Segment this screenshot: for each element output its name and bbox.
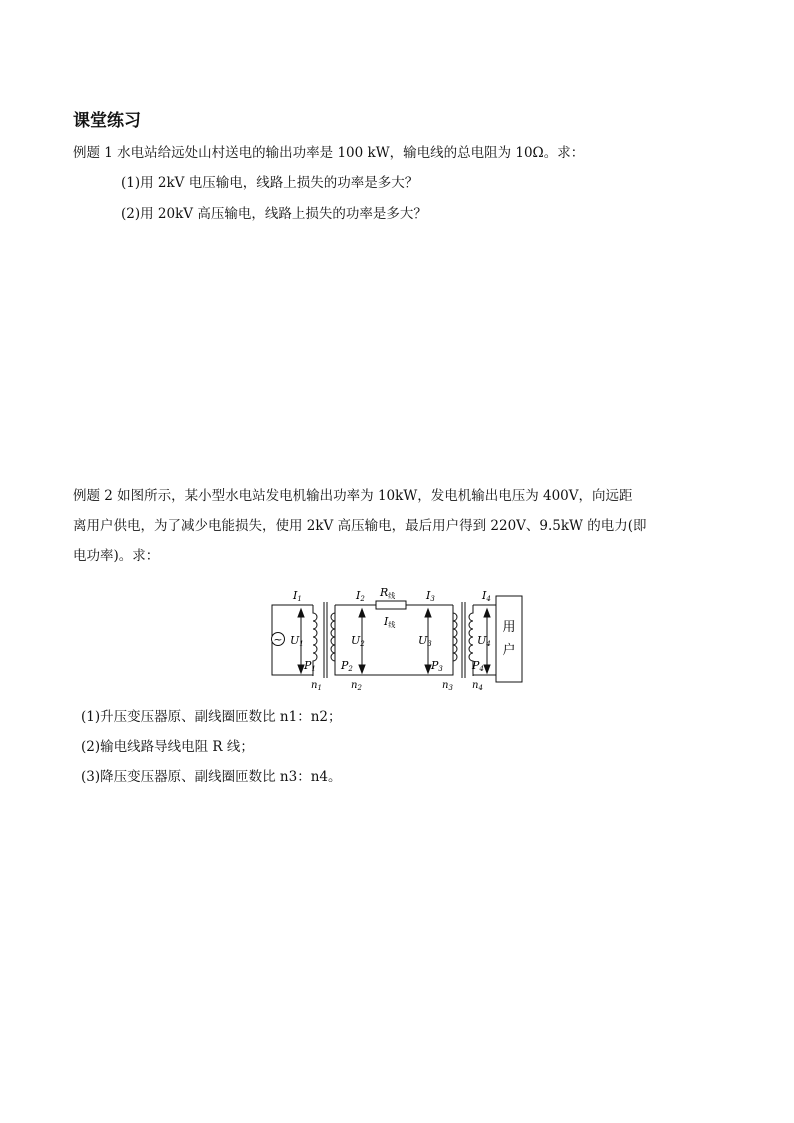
example2-stem-line-1: 例题 2 如图所示，某小型水电站发电机输出功率为 10kW，发电机输出电压为 400V，向远距 (73, 488, 633, 504)
power-label-2: P2 (341, 659, 353, 673)
generator-symbol: ~ (273, 633, 283, 646)
voltage-label-2: U2 (351, 634, 365, 648)
current-label-4: I4 (482, 589, 491, 603)
section-heading: 课堂练习 (73, 111, 141, 131)
example2-question-2: (2)输电线路导线电阻 R 线； (81, 739, 254, 755)
example1-stem: 例题 1 水电站给远处山村送电的输出功率是 100 kW，输电线的总电阻为 10Ω。求： (73, 145, 585, 161)
example1-question-2: (2)用 20kV 高压输电，线路上损失的功率是多大？ (121, 206, 427, 222)
current-label-2: I2 (356, 589, 365, 603)
resistor-label: R线 (380, 586, 396, 600)
turns-label-4: $n_4$ (472, 680, 483, 692)
voltage-label-1: U1 (290, 634, 304, 648)
example1-question-1: (1)用 2kV 电压输电，线路上损失的功率是多大？ (121, 175, 419, 191)
power-label-1: P1 (304, 659, 316, 673)
user-label-2: 户 (502, 643, 516, 658)
example2-stem-line-2: 离用户供电，为了减少电能损失，使用 2kV 高压输电，最后用户得到 220V、9.5kW 的电力(即 (73, 518, 647, 534)
turns-label-2: $n_2$ (351, 680, 362, 692)
voltage-label-3: U3 (418, 634, 432, 648)
example2-stem-line-3: 电功率)。求： (73, 548, 160, 564)
turns-label-3: $n_3$ (442, 680, 453, 692)
example2-question-1: (1)升压变压器原、副线圈匝数比 n1：n2； (81, 709, 342, 725)
circuit-diagram (268, 584, 526, 694)
current-label-1: I1 (293, 589, 302, 603)
example2-question-3: (3)降压变压器原、副线圈匝数比 n3：n4。 (81, 769, 342, 785)
user-label-1: 用 (502, 620, 516, 635)
current-label-3: I3 (426, 589, 435, 603)
circuit-svg (268, 584, 526, 694)
power-label-3: P3 (431, 659, 443, 673)
line-current-label: I线 (384, 615, 396, 629)
voltage-label-4: U4 (477, 634, 491, 648)
turns-label-1: $n_1$ (311, 680, 322, 692)
power-label-4: P4 (472, 659, 484, 673)
